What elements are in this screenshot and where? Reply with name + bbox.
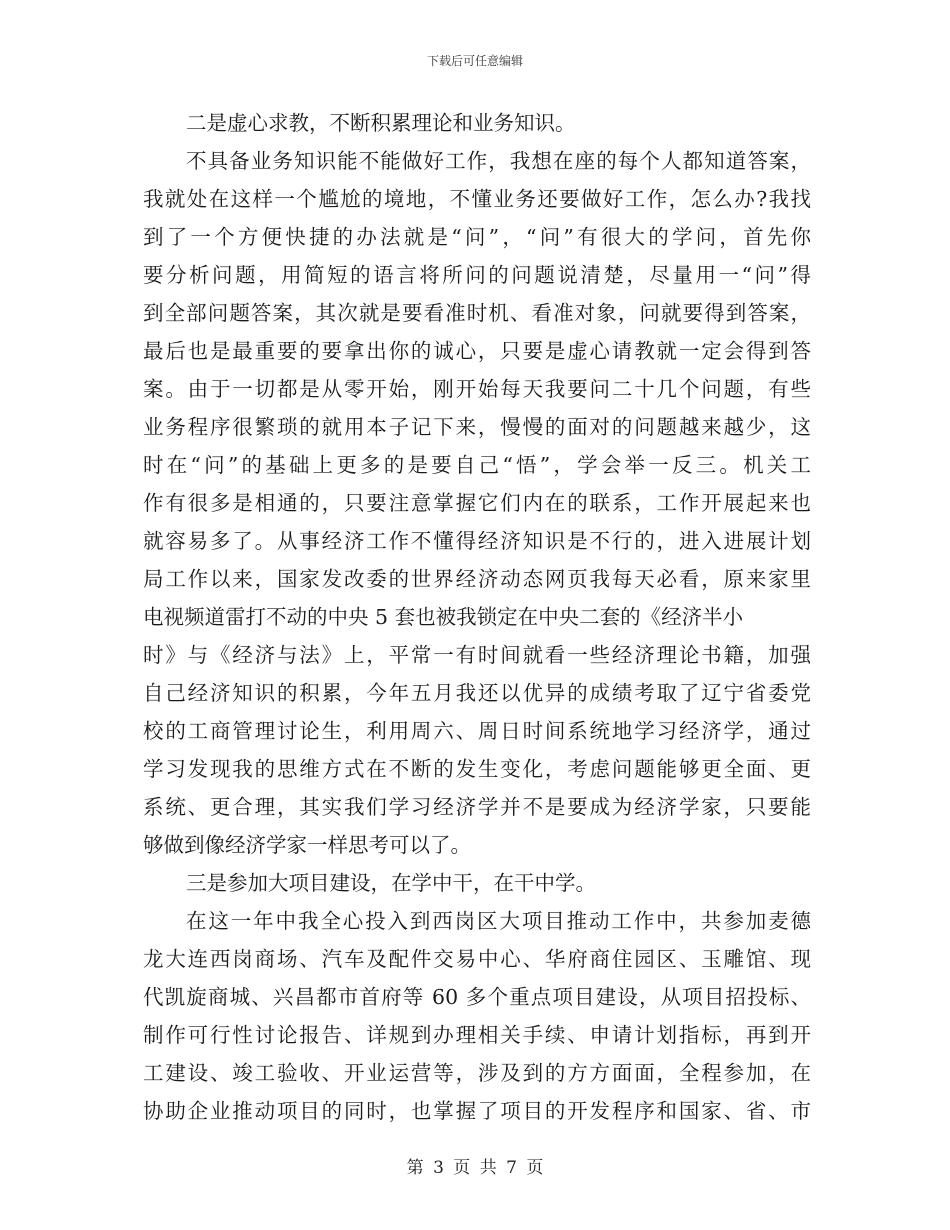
text-line: 作有很多是相通的，只要注意掌握它们内在的联系，工作开展起来也 [143, 491, 811, 515]
text-line: 不具备业务知识能不能做好工作，我想在座的每个人都知道答案， [186, 149, 811, 173]
text-line: 到了一个方便快捷的办法就是“问”，“问”有很大的学问，首先你 [143, 225, 811, 249]
text-line: 案。由于一切都是从零开始，刚开始每天我要问二十几个问题，有些 [143, 377, 811, 401]
page-header: 下载后可任意编辑 [426, 54, 523, 68]
text-line: 代凯旋商城、兴昌都市首府等 60 多个重点项目建设，从项目招投标、 [143, 985, 811, 1009]
text-line: 三是参加大项目建设，在学中干，在干中学。 [186, 871, 596, 895]
text-line: 时》与《经济与法》上，平常一有时间就看一些经济理论书籍，加强 [143, 643, 811, 667]
text-line: 要分析问题，用简短的语言将所问的问题说清楚，尽量用一“问”得 [143, 263, 811, 287]
text-line: 我就处在这样一个尴尬的境地，不懂业务还要做好工作，怎么办?我找 [143, 187, 811, 211]
text-line: 业务程序很繁琐的就用本子记下来，慢慢的面对的问题越来越少，这 [143, 415, 811, 439]
text-line: 制作可行性讨论报告、详规到办理相关手续、申请计划指标，再到开 [143, 1023, 811, 1047]
text-line: 协助企业推动项目的同时，也掌握了项目的开发程序和国家、省、市 [143, 1099, 811, 1123]
text-line: 工建设、竣工验收、开业运营等，涉及到的方方面面，全程参加，在 [143, 1061, 811, 1085]
text-line: 到全部问题答案，其次就是要看准时机、看准对象，问就要得到答案， [143, 301, 811, 325]
text-line: 局工作以来，国家发改委的世界经济动态网页我每天必看，原来家里 [143, 567, 811, 591]
text-line: 就容易多了。从事经济工作不懂得经济知识是不行的，进入进展计划 [143, 529, 811, 553]
text-line: 龙大连西岗商场、汽车及配件交易中心、华府商住园区、玉雕馆、现 [143, 947, 811, 971]
text-line: 自己经济知识的积累，今年五月我还以优异的成绩考取了辽宁省委党 [143, 681, 811, 705]
text-line: 在这一年中我全心投入到西岗区大项目推动工作中，共参加麦德 [186, 909, 811, 933]
text-line: 二是虚心求教，不断积累理论和业务知识。 [186, 111, 576, 135]
text-line: 学习发现我的思维方式在不断的发生变化，考虑问题能够更全面、更 [143, 757, 811, 781]
text-line: 校的工商管理讨论生，利用周六、周日时间系统地学习经济学，通过 [143, 719, 811, 743]
text-line: 最后也是最重要的要拿出你的诚心，只要是虚心请教就一定会得到答 [143, 339, 811, 363]
text-line: 电视频道雷打不动的中央 5 套也被我锁定在中央二套的《经济半小 [143, 605, 744, 629]
text-line: 够做到像经济学家一样思考可以了。 [143, 833, 471, 857]
text-line: 系统、更合理，其实我们学习经济学并不是要成为经济学家，只要能 [143, 795, 811, 819]
body-text [143, 104, 811, 1130]
page-footer: 第 3 页 共 7 页 [406, 1158, 544, 1178]
text-line: 时在“问”的基础上更多的是要自己“悟”，学会举一反三。机关工 [143, 453, 811, 477]
